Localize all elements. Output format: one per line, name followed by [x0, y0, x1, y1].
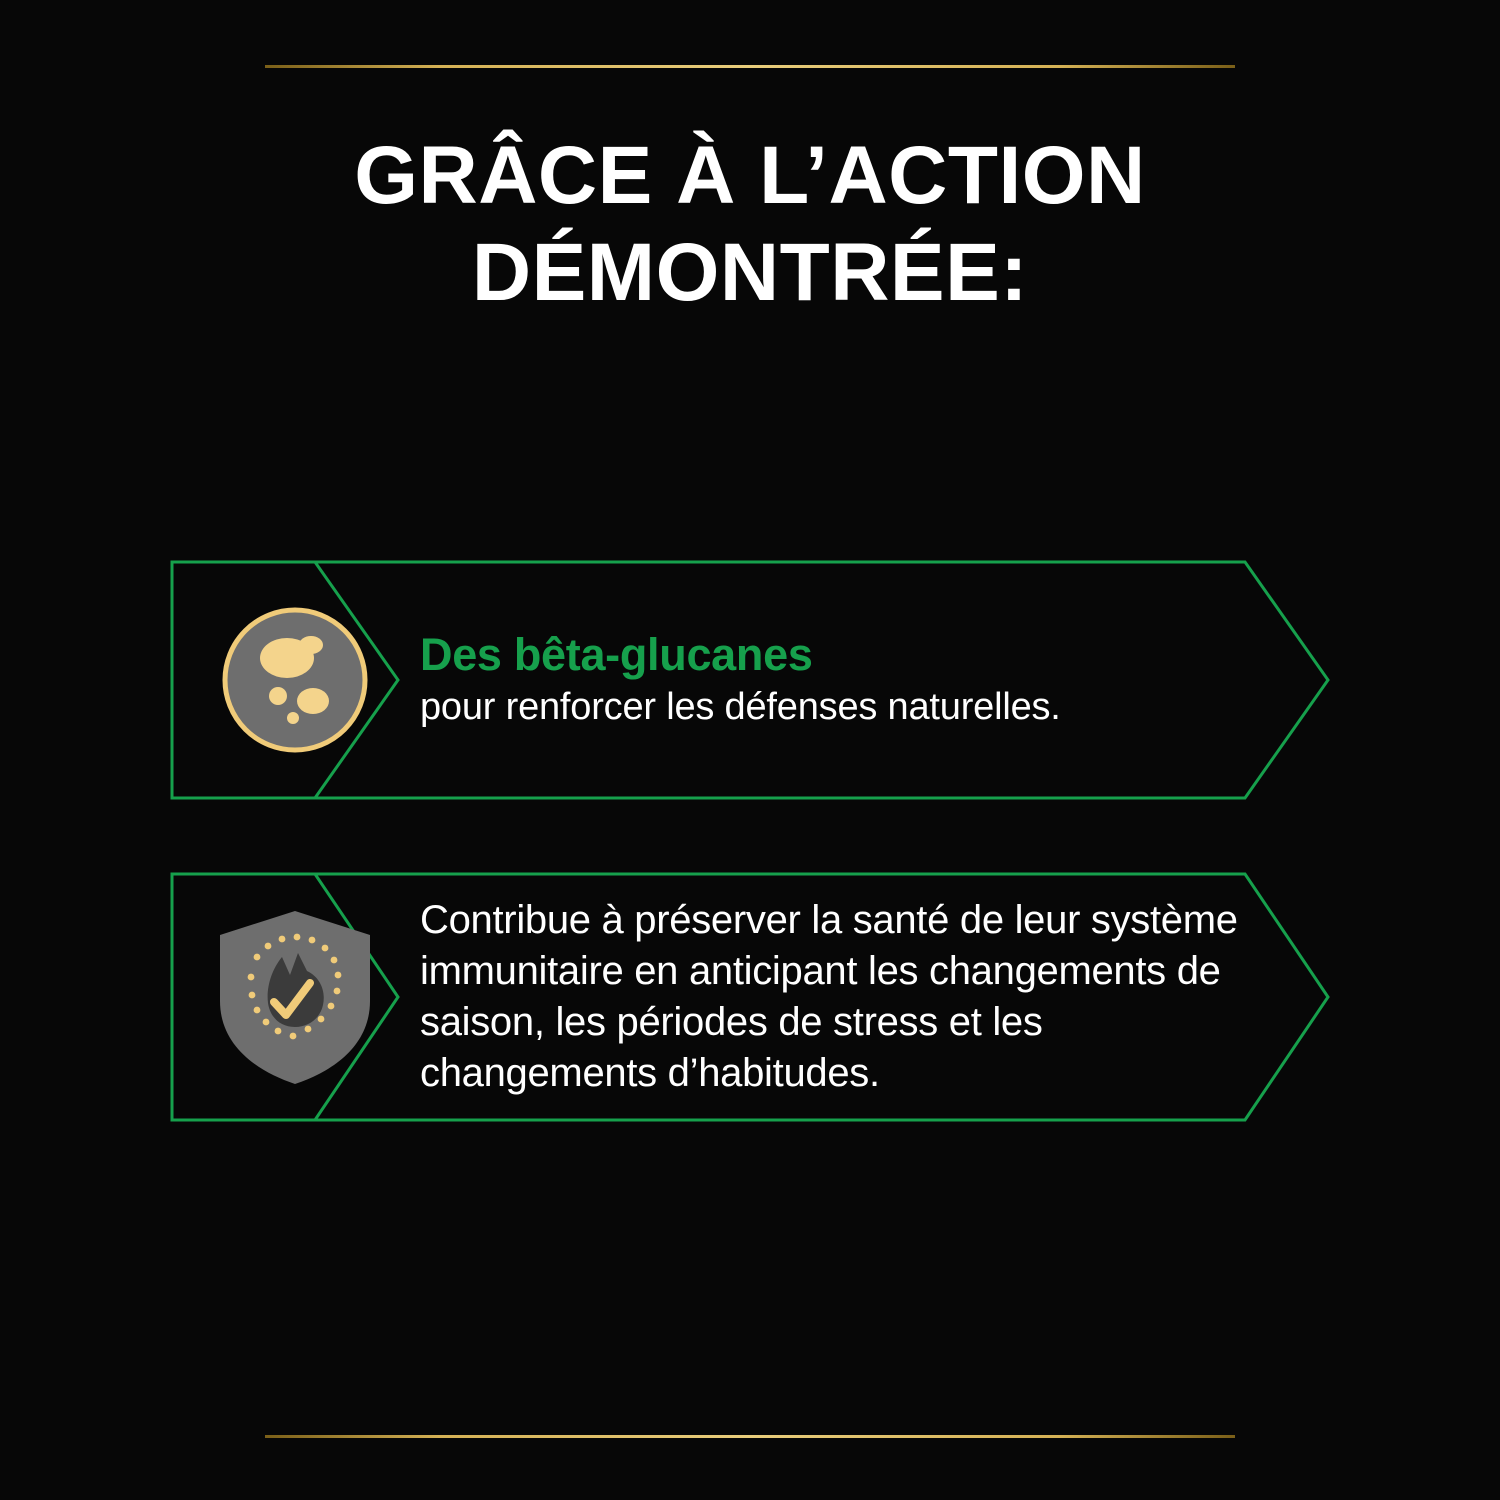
dog-shield-icon [170, 905, 420, 1090]
benefit-lead-text: Des bêta-glucanes [420, 629, 813, 681]
benefit-banner-text [420, 629, 1151, 730]
page-title-line2: DÉMONTRÉE: [471, 226, 1029, 318]
beta-glucan-cell-icon [170, 600, 420, 760]
beta-glucan-cell-icon-glyph [215, 600, 375, 760]
dog-shield-icon-glyph [210, 905, 380, 1090]
top-gold-rule [265, 65, 1235, 68]
benefit-banner-list [0, 560, 1500, 1194]
benefit-banner-beta-glucanes [170, 560, 1330, 800]
page-title [0, 128, 1500, 322]
benefit-sub-text: pour renforcer les défenses naturelles. [420, 686, 1061, 729]
benefit-banner-text [420, 895, 1330, 1100]
page-title-line1: GRÂCE À L’ACTION [354, 130, 1146, 221]
benefit-body-text: Contribue à préserver la santé de leur système immunitaire en anticipant les changements de saison, les périodes de stress et les changements d’habitudes. [420, 897, 1238, 1096]
bottom-gold-rule [265, 1435, 1235, 1438]
benefit-banner-immunite [170, 872, 1330, 1122]
